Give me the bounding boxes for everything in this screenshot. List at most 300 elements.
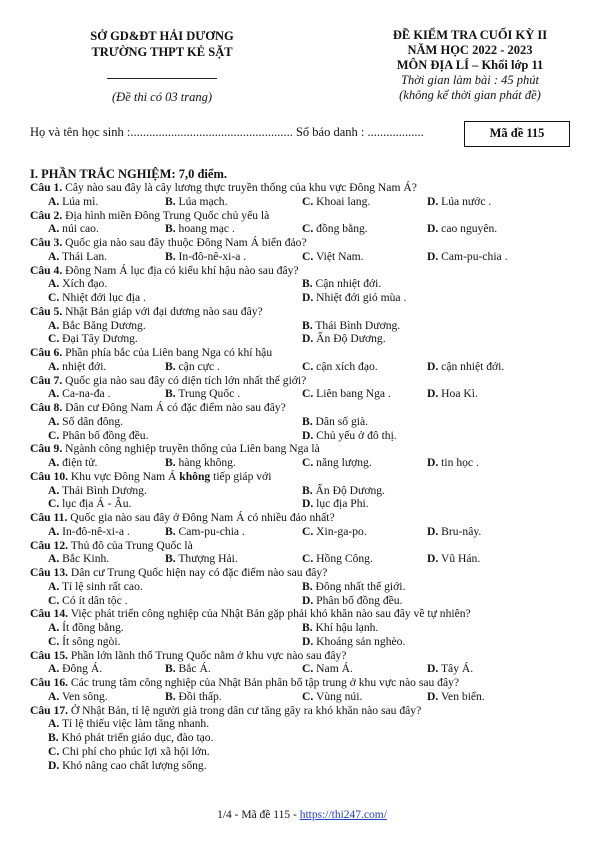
question-text: Nhật Bản giáp với đại dương nào sau đây? bbox=[62, 304, 263, 318]
option-letter: C. bbox=[302, 359, 314, 373]
exam-title: ĐỀ KIỂM TRA CUỐI KỲ II bbox=[392, 28, 548, 42]
option-letter: B. bbox=[165, 689, 176, 703]
question-text: Phần lớn lãnh thổ Trung Quốc nằm ở khu vực nào sau đây? bbox=[68, 648, 347, 662]
option-letter: B. bbox=[302, 414, 313, 428]
question-4 bbox=[30, 264, 590, 305]
subject: MÔN ĐỊA LÍ – Khối lớp 11 bbox=[396, 58, 544, 72]
question-text: Phần phía bắc của Liên bang Nga có khí hậu bbox=[62, 346, 273, 359]
option-text: tin học . bbox=[438, 456, 479, 469]
option-letter: C. bbox=[48, 497, 60, 511]
option-letter: A. bbox=[48, 249, 60, 263]
option-text: Hoa Kì. bbox=[438, 387, 478, 401]
answer-option-d bbox=[427, 552, 480, 566]
question-stem bbox=[30, 209, 590, 223]
option-letter: C. bbox=[48, 744, 60, 758]
option-row bbox=[30, 690, 590, 704]
option-row bbox=[30, 662, 590, 676]
option-text: Phân bố đồng đều. bbox=[313, 593, 403, 607]
answer-option-b bbox=[48, 731, 214, 745]
question-text: Dân cư Trung Quốc hiện nay có đặc điểm nào sau đây? bbox=[68, 566, 328, 579]
option-letter: A. bbox=[48, 579, 60, 593]
option-text: Thái Lan. bbox=[59, 249, 108, 263]
answer-option-d bbox=[427, 250, 508, 264]
question-number: Câu 5. bbox=[30, 304, 63, 318]
option-letter: D. bbox=[302, 332, 314, 346]
option-text: Thái Bình Dương. bbox=[312, 318, 401, 332]
question-text: Việc phát triển công nghiệp của Nhật Bản gặp phải khó khăn nào sau đây về tự nhiên? bbox=[68, 607, 471, 621]
option-text: Ca-na-đa . bbox=[59, 387, 111, 401]
answer-option-b bbox=[302, 277, 381, 291]
option-text: cận xích đạo. bbox=[313, 359, 378, 373]
option-row bbox=[30, 291, 590, 305]
option-text: lục địa Á - Âu. bbox=[59, 497, 132, 511]
question-number: Câu 15. bbox=[30, 648, 69, 662]
option-letter: B. bbox=[165, 662, 176, 676]
option-letter: D. bbox=[302, 291, 314, 304]
answer-option-b bbox=[165, 552, 238, 566]
option-letter: C. bbox=[302, 552, 314, 566]
student-info-line: Họ và tên học sinh :.................................................... Số báo danh : .................. bbox=[30, 125, 424, 139]
option-text: Cam-pu-chia . bbox=[438, 249, 508, 263]
department-name: SỞ GD&ĐT HẢI DƯƠNG bbox=[90, 29, 234, 43]
answer-option-d bbox=[427, 525, 481, 539]
question-stem bbox=[30, 374, 590, 388]
option-letter: D. bbox=[302, 593, 314, 607]
option-text: Vùng núi. bbox=[313, 689, 363, 703]
answer-option-d bbox=[427, 456, 479, 470]
option-text: nhiệt đới. bbox=[59, 359, 107, 373]
answer-option-d bbox=[427, 690, 485, 704]
question-stem bbox=[30, 704, 590, 718]
time-note: (không kể thời gian phát đề) bbox=[399, 88, 541, 102]
header-divider bbox=[107, 78, 217, 79]
answer-option-a bbox=[48, 319, 146, 333]
option-text: Dân số già. bbox=[312, 414, 369, 428]
option-text: Đồi thấp. bbox=[175, 689, 222, 703]
option-text: Xích đạo. bbox=[59, 277, 108, 291]
option-row bbox=[30, 731, 590, 745]
answer-option-b bbox=[302, 580, 405, 594]
option-text: năng lượng. bbox=[313, 456, 372, 469]
answer-option-d bbox=[302, 429, 397, 443]
answer-option-a bbox=[48, 456, 97, 470]
option-text: Ấn Độ Dương. bbox=[313, 332, 386, 346]
page-footer bbox=[0, 809, 604, 821]
option-letter: A. bbox=[48, 483, 60, 497]
option-letter: A. bbox=[48, 662, 60, 676]
option-text: Ven biển. bbox=[438, 689, 485, 703]
question-stem bbox=[30, 676, 590, 690]
answer-option-c bbox=[302, 662, 353, 676]
question-13 bbox=[30, 566, 590, 607]
question-stem bbox=[30, 566, 590, 580]
question-number: Câu 13. bbox=[30, 566, 69, 579]
option-letter: B. bbox=[302, 621, 313, 634]
question-text: Đông Nam Á lục địa có kiểu khí hậu nào sau đây? bbox=[62, 263, 299, 277]
option-text: Đại Tây Dương. bbox=[59, 332, 138, 346]
answer-option-d bbox=[427, 195, 491, 209]
question-emphasis: không bbox=[179, 469, 211, 483]
exam-code-box: Mã đề 115 bbox=[464, 121, 570, 147]
option-letter: A. bbox=[48, 194, 60, 208]
answer-option-a bbox=[48, 580, 143, 594]
question-stem bbox=[30, 442, 590, 456]
question-15 bbox=[30, 649, 590, 677]
answer-option-c bbox=[48, 332, 138, 346]
option-text: Lúa mạch. bbox=[175, 194, 228, 208]
option-text: hoang mạc . bbox=[175, 222, 235, 236]
header-right bbox=[360, 28, 580, 103]
option-row bbox=[30, 594, 590, 608]
answer-option-b bbox=[165, 387, 240, 401]
option-text: Bắc Á. bbox=[175, 662, 211, 676]
option-text: Bắc Băng Dương. bbox=[59, 318, 146, 332]
option-letter: C. bbox=[48, 593, 60, 607]
option-letter: C. bbox=[48, 332, 60, 346]
question-list bbox=[30, 181, 590, 772]
option-letter: A. bbox=[48, 387, 60, 401]
option-row bbox=[30, 484, 590, 498]
answer-option-b bbox=[302, 484, 385, 498]
answer-option-d bbox=[302, 291, 406, 305]
answer-option-a bbox=[48, 195, 98, 209]
question-10 bbox=[30, 470, 590, 511]
option-text: Tỉ lệ sinh rất cao. bbox=[59, 579, 143, 593]
option-letter: B. bbox=[302, 579, 313, 593]
answer-option-b bbox=[302, 621, 378, 635]
option-letter: D. bbox=[427, 359, 439, 373]
answer-option-d bbox=[427, 662, 473, 676]
option-text: Vũ Hán. bbox=[438, 552, 481, 566]
option-row bbox=[30, 635, 590, 649]
option-letter: C. bbox=[302, 689, 314, 703]
option-row bbox=[30, 360, 590, 374]
answer-option-c bbox=[302, 525, 367, 539]
option-text: Khó phát triển giáo dục, đào tạo. bbox=[58, 731, 214, 744]
answer-option-b bbox=[165, 662, 211, 676]
question-stem bbox=[30, 539, 590, 553]
option-letter: A. bbox=[48, 689, 60, 703]
answer-option-a bbox=[48, 360, 106, 374]
option-text: cận nhiệt đới. bbox=[438, 359, 505, 373]
option-row bbox=[30, 759, 590, 773]
option-text: Thái Bình Dương. bbox=[59, 483, 147, 497]
option-text: Chủ yếu ở đô thị. bbox=[313, 428, 397, 442]
question-stem bbox=[30, 607, 590, 621]
option-letter: C. bbox=[302, 456, 314, 469]
option-letter: D. bbox=[427, 456, 439, 469]
answer-option-b bbox=[165, 360, 220, 374]
option-row bbox=[30, 429, 590, 443]
answer-option-c bbox=[48, 429, 148, 443]
school-year: NĂM HỌC 2022 - 2023 bbox=[407, 43, 533, 57]
option-letter: A. bbox=[48, 621, 60, 634]
option-letter: D. bbox=[427, 689, 439, 703]
answer-option-b bbox=[165, 456, 236, 470]
option-letter: C. bbox=[302, 662, 314, 676]
option-text: In-đô-nê-xi-a . bbox=[59, 524, 130, 538]
answer-option-c bbox=[302, 690, 362, 704]
question-12 bbox=[30, 539, 590, 567]
answer-option-c bbox=[302, 552, 373, 566]
question-text: Ở Nhật Bản, tỉ lệ người già trong dân cư tăng gây ra khó khăn nào sau đây? bbox=[68, 703, 422, 717]
answer-option-b bbox=[165, 525, 245, 539]
answer-option-a bbox=[48, 415, 123, 429]
option-text: cận cực . bbox=[175, 359, 220, 373]
option-letter: D. bbox=[427, 222, 439, 236]
option-letter: D. bbox=[48, 758, 60, 772]
question-number: Câu 7. bbox=[30, 373, 63, 387]
question-text: Các trung tâm công nghiệp của Nhật Bản phân bố tập trung ở khu vực nào sau đây? bbox=[68, 676, 460, 689]
answer-option-d bbox=[427, 360, 504, 374]
section-title: I. PHẦN TRẮC NGHIỆM: 7,0 điểm. bbox=[30, 167, 227, 181]
option-text: Đông nhất thế giới. bbox=[312, 579, 406, 593]
option-text: Tỉ lệ thiếu việc làm tăng nhanh. bbox=[59, 717, 210, 731]
option-text: Trung Quốc . bbox=[175, 387, 241, 401]
question-stem bbox=[30, 346, 590, 360]
answer-option-b bbox=[302, 319, 400, 333]
answer-option-c bbox=[48, 745, 210, 759]
page-count-note: (Đề thi có 03 trang) bbox=[112, 90, 212, 104]
option-text: Nhiệt đới lục địa . bbox=[59, 291, 146, 304]
question-number: Câu 6. bbox=[30, 346, 63, 359]
question-stem bbox=[30, 181, 590, 195]
school-name: TRƯỜNG THPT KẺ SẶT bbox=[91, 45, 233, 59]
option-text: Thượng Hải. bbox=[175, 552, 238, 566]
option-text: Chi phí cho phúc lợi xã hội lớn. bbox=[59, 744, 210, 758]
option-letter: B. bbox=[165, 524, 176, 538]
option-letter: C. bbox=[302, 249, 314, 263]
option-text: Phân bố đồng đều. bbox=[59, 428, 149, 442]
option-letter: C. bbox=[302, 194, 314, 208]
option-letter: B. bbox=[165, 552, 176, 566]
question-6 bbox=[30, 346, 590, 374]
option-row bbox=[30, 717, 590, 731]
option-letter: D. bbox=[427, 552, 439, 566]
answer-option-d bbox=[427, 387, 478, 401]
option-row bbox=[30, 387, 590, 401]
option-text: Nhiệt đới gió mùa . bbox=[313, 291, 407, 304]
question-text: Thủ đô của Trung Quốc là bbox=[68, 538, 193, 552]
question-number: Câu 4. bbox=[30, 263, 63, 277]
question-text: Quốc gia nào sau đây ở Đông Nam Á có nhiều đảo nhất? bbox=[67, 511, 335, 524]
question-text: Ngành công nghiệp truyền thống của Liên bang Nga là bbox=[62, 442, 320, 456]
question-5 bbox=[30, 305, 590, 346]
option-letter: B. bbox=[302, 483, 313, 497]
answer-option-c bbox=[302, 222, 368, 236]
option-letter: C. bbox=[302, 387, 314, 401]
answer-option-c bbox=[48, 594, 128, 608]
question-2 bbox=[30, 209, 590, 237]
question-text: Dân cư Đông Nam Á có đặc điểm nào sau đây? bbox=[62, 401, 286, 414]
answer-option-a bbox=[48, 277, 107, 291]
answer-option-b bbox=[165, 195, 227, 209]
question-text: Địa hình miền Đông Trung Quốc chủ yếu là bbox=[62, 208, 270, 222]
option-text: Xin-ga-po. bbox=[313, 524, 367, 538]
option-row bbox=[30, 195, 590, 209]
answer-option-c bbox=[48, 291, 146, 305]
option-letter: C. bbox=[302, 222, 314, 236]
option-row bbox=[30, 250, 590, 264]
option-letter: D. bbox=[427, 387, 439, 401]
answer-option-a bbox=[48, 222, 99, 236]
option-letter: D. bbox=[302, 497, 314, 511]
option-text: hàng không. bbox=[175, 456, 236, 469]
question-stem bbox=[30, 305, 590, 319]
answer-option-b bbox=[302, 415, 368, 429]
option-text: Khoai lang. bbox=[313, 194, 371, 208]
option-letter: B. bbox=[165, 194, 176, 208]
option-text: Khí hậu lạnh. bbox=[312, 621, 379, 634]
option-letter: D. bbox=[427, 194, 439, 208]
option-text: Lúa mì. bbox=[59, 194, 99, 208]
answer-option-a bbox=[48, 690, 108, 704]
option-text: Cam-pu-chia . bbox=[175, 524, 245, 538]
question-17 bbox=[30, 704, 590, 773]
option-text: Tây Á. bbox=[438, 662, 474, 676]
answer-option-a bbox=[48, 662, 102, 676]
option-text: Khó nâng cao chất lượng sống. bbox=[59, 758, 207, 772]
option-text: Việt Nam. bbox=[313, 249, 364, 263]
answer-option-c bbox=[302, 250, 364, 264]
answer-option-c bbox=[48, 497, 131, 511]
option-letter: B. bbox=[165, 456, 176, 469]
option-letter: A. bbox=[48, 552, 60, 566]
option-row bbox=[30, 456, 590, 470]
option-text: Có ít dân tộc . bbox=[59, 593, 128, 607]
option-letter: A. bbox=[48, 456, 60, 469]
answer-option-c bbox=[302, 195, 370, 209]
answer-option-a bbox=[48, 621, 124, 635]
option-text: lục địa Phi. bbox=[313, 497, 369, 511]
option-letter: A. bbox=[48, 222, 60, 236]
option-text: Ven sông. bbox=[59, 689, 108, 703]
answer-option-a bbox=[48, 552, 109, 566]
question-stem bbox=[30, 401, 590, 415]
option-row bbox=[30, 415, 590, 429]
answer-option-d bbox=[302, 594, 402, 608]
question-16 bbox=[30, 676, 590, 704]
option-letter: A. bbox=[48, 717, 60, 731]
option-letter: B. bbox=[165, 359, 176, 373]
option-row bbox=[30, 621, 590, 635]
question-text: Quốc gia nào sau đây thuộc Đông Nam Á biển đảo? bbox=[62, 236, 307, 249]
question-number: Câu 14. bbox=[30, 607, 69, 621]
question-number: Câu 11. bbox=[30, 511, 68, 524]
answer-option-a bbox=[48, 525, 130, 539]
question-3 bbox=[30, 236, 590, 264]
option-row bbox=[30, 497, 590, 511]
footer-link[interactable]: https://thi247.com/ bbox=[299, 809, 387, 821]
question-text: Quốc gia nào sau đây có diện tích lớn nhất thế giới? bbox=[62, 373, 307, 387]
option-text: Ít sông ngòi. bbox=[59, 634, 121, 648]
option-letter: A. bbox=[48, 359, 60, 373]
option-text: Hồng Công. bbox=[313, 552, 373, 566]
answer-option-b bbox=[165, 222, 235, 236]
time-limit: Thời gian làm bài : 45 phút bbox=[401, 73, 539, 87]
option-text: cao nguyên. bbox=[438, 222, 498, 236]
option-letter: D. bbox=[302, 428, 314, 442]
answer-option-c bbox=[302, 387, 391, 401]
option-text: Bru-nây. bbox=[438, 524, 482, 538]
answer-option-a bbox=[48, 484, 147, 498]
header-left bbox=[62, 28, 262, 105]
option-letter: B. bbox=[165, 249, 176, 263]
option-text: In-đô-nê-xi-a . bbox=[175, 249, 247, 263]
answer-option-c bbox=[302, 456, 372, 470]
option-letter: C. bbox=[48, 428, 60, 442]
option-letter: D. bbox=[302, 634, 314, 648]
option-letter: A. bbox=[48, 524, 60, 538]
option-row bbox=[30, 277, 590, 291]
question-number: Câu 2. bbox=[30, 208, 63, 222]
option-letter: C. bbox=[302, 524, 314, 538]
answer-option-d bbox=[302, 635, 405, 649]
option-letter: C. bbox=[48, 634, 60, 648]
question-text: Khu vực Đông Nam Á bbox=[68, 469, 180, 483]
question-stem bbox=[30, 264, 590, 278]
answer-option-a bbox=[48, 387, 110, 401]
option-row bbox=[30, 332, 590, 346]
question-number: Câu 17. bbox=[30, 703, 69, 717]
question-number: Câu 8. bbox=[30, 401, 63, 414]
option-text: Liên bang Nga . bbox=[313, 387, 391, 401]
question-stem bbox=[30, 470, 590, 484]
option-text: điện tử. bbox=[59, 456, 98, 469]
option-text: Số dân đông. bbox=[59, 414, 124, 428]
answer-option-b bbox=[165, 250, 246, 264]
answer-option-c bbox=[48, 635, 120, 649]
option-text: Nam Á. bbox=[313, 662, 353, 676]
option-text: Đông Á. bbox=[59, 662, 103, 676]
option-letter: A. bbox=[48, 318, 60, 332]
option-text: đồng bằng. bbox=[313, 222, 368, 236]
question-9 bbox=[30, 442, 590, 470]
question-number: Câu 1. bbox=[30, 181, 63, 194]
option-letter: B. bbox=[165, 222, 176, 236]
option-letter: D. bbox=[427, 524, 439, 538]
answer-option-c bbox=[302, 360, 378, 374]
question-8 bbox=[30, 401, 590, 442]
question-number: Câu 10. bbox=[30, 469, 69, 483]
option-text: Ít đồng bằng. bbox=[59, 621, 124, 634]
question-number: Câu 9. bbox=[30, 442, 63, 456]
option-text: Bắc Kinh. bbox=[59, 552, 110, 566]
option-row bbox=[30, 525, 590, 539]
option-row bbox=[30, 552, 590, 566]
question-stem bbox=[30, 649, 590, 663]
option-letter: B. bbox=[48, 731, 59, 744]
answer-option-a bbox=[48, 250, 107, 264]
option-letter: D. bbox=[427, 662, 439, 676]
option-row bbox=[30, 319, 590, 333]
answer-option-b bbox=[165, 690, 222, 704]
option-text: Lúa nước . bbox=[438, 194, 492, 208]
question-stem bbox=[30, 511, 590, 525]
answer-option-d bbox=[48, 759, 207, 773]
option-text: Cận nhiệt đới. bbox=[312, 277, 382, 291]
option-text: núi cao. bbox=[59, 222, 99, 236]
answer-option-d bbox=[427, 222, 497, 236]
question-1 bbox=[30, 181, 590, 209]
option-letter: A. bbox=[48, 277, 60, 291]
option-row bbox=[30, 222, 590, 236]
question-text: Cây nào sau đây là cây lương thực truyền thống của khu vực Đông Nam Á? bbox=[62, 181, 417, 194]
answer-option-d bbox=[302, 332, 386, 346]
question-stem bbox=[30, 236, 590, 250]
option-letter: B. bbox=[302, 277, 313, 291]
question-number: Câu 3. bbox=[30, 236, 63, 249]
